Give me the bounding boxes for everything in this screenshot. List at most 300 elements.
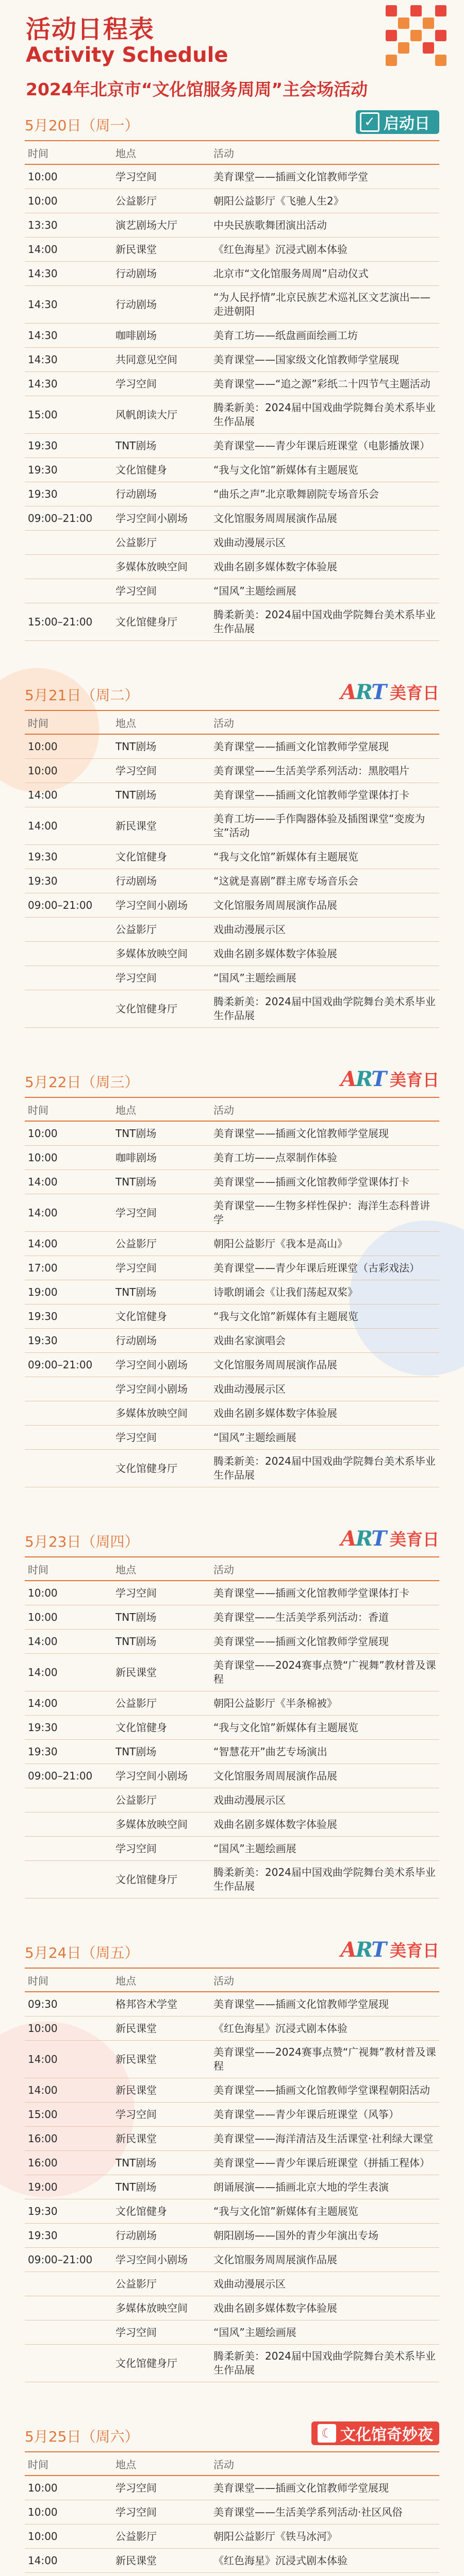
row-location: TNT剧场 xyxy=(115,2180,157,2193)
row-location: 学习空间 xyxy=(115,584,157,597)
row-activity: “曲乐之声”北京歌舞剧院专场音乐会 xyxy=(213,487,379,500)
row-time: 14:00 xyxy=(28,1237,58,1250)
kickoff-badge xyxy=(356,110,439,134)
art-badge xyxy=(341,1067,439,1091)
row-time xyxy=(25,1464,112,1473)
row-location: 公益影厅 xyxy=(115,923,157,936)
row-time: 19:30 xyxy=(28,1310,58,1323)
page-subtitle: 2024年北京市“文化馆服务周周”主会场活动 xyxy=(26,79,368,99)
section-spacer xyxy=(25,1487,439,1524)
table-row xyxy=(25,2016,439,2041)
column-headers xyxy=(25,1969,439,1992)
row-activity: 戏曲名剧多媒体数字体验展 xyxy=(213,1406,337,1419)
table-row xyxy=(25,1812,439,1837)
row-location: 学习空间 xyxy=(115,1586,157,1599)
row-time: 14:00 xyxy=(28,243,58,256)
table-row xyxy=(25,845,439,869)
table-row xyxy=(25,555,439,579)
day-section xyxy=(25,1936,439,2419)
day-section xyxy=(25,2419,439,2576)
badge-label: 美育日 xyxy=(389,1530,439,1549)
row-time: 14:00 xyxy=(28,1666,58,1679)
row-activity: 戏曲名剧多媒体数字体验展 xyxy=(213,947,337,960)
table-row xyxy=(25,1861,439,1899)
row-location: 多媒体放映空间 xyxy=(115,560,188,573)
table-row xyxy=(25,942,439,966)
row-location: 文化馆健身 xyxy=(115,1310,167,1323)
row-time: 09:30 xyxy=(28,1997,58,2010)
row-activity: “国风”主题绘画展 xyxy=(213,1431,296,1444)
row-activity: “国风”主题绘画展 xyxy=(213,1842,296,1855)
column-header-time: 时间 xyxy=(28,1974,48,1987)
table-row xyxy=(25,506,439,531)
row-time: 14:00 xyxy=(28,1697,58,1709)
row-activity: 戏曲名家演唱会 xyxy=(213,1334,286,1347)
row-location: 多媒体放映空间 xyxy=(115,1406,188,1419)
row-location: 学习空间 xyxy=(115,2481,157,2494)
row-time xyxy=(25,1795,112,1805)
column-header-activity: 活动 xyxy=(213,2458,234,2471)
row-location: 学习空间小剧场 xyxy=(115,512,188,524)
row-time: 10:00 xyxy=(28,764,58,777)
row-activity: 美育课堂——生活美学系列活动·社区风俗 xyxy=(213,2505,403,2518)
row-activity: 美育工坊——手作陶器体验及插图课堂“变废为宝”活动 xyxy=(213,812,425,839)
row-time xyxy=(25,2328,112,2337)
row-location: 学习空间小剧场 xyxy=(115,1358,188,1371)
row-activity: 《红色海星》沉浸式剧本体验 xyxy=(213,243,347,256)
section-spacer xyxy=(25,641,439,678)
row-activity: 美育课堂——插画文化馆教师学堂课体打卡 xyxy=(213,1175,409,1188)
row-location: 学习空间 xyxy=(115,170,157,183)
row-location: 学习空间 xyxy=(115,2505,157,2518)
row-activity: “这就是喜剧”群主席专场音乐会 xyxy=(213,874,358,887)
table-row xyxy=(25,1740,439,1764)
row-location: 新民课堂 xyxy=(115,819,157,832)
row-time: 17:00 xyxy=(28,1261,58,1274)
row-location: 咖啡剧场 xyxy=(115,329,157,342)
art-badge xyxy=(341,1527,439,1550)
row-location: TNT剧场 xyxy=(115,439,157,452)
table-row xyxy=(25,603,439,641)
table-row xyxy=(25,1764,439,1788)
row-activity: 美育课堂——青少年课后班课堂（风筝） xyxy=(213,2108,399,2121)
schedule-days xyxy=(0,108,464,2576)
row-activity: 美育课堂——插画文化馆教师学堂展现 xyxy=(213,2481,389,2494)
row-location: 新民课堂 xyxy=(115,2132,157,2145)
row-time: 14:00 xyxy=(28,1175,58,1188)
day-header xyxy=(25,1936,439,1969)
day-header xyxy=(25,2419,439,2452)
row-location: 学习空间 xyxy=(115,377,157,390)
row-time: 14:00 xyxy=(28,2053,58,2065)
table-row xyxy=(25,2248,439,2272)
row-time xyxy=(25,1004,112,1013)
table-row xyxy=(25,918,439,942)
brand-logo-icon xyxy=(386,5,446,66)
row-activity: 戏曲动漫展示区 xyxy=(213,536,286,549)
section-spacer xyxy=(25,1028,439,1065)
table-row xyxy=(25,1146,439,1170)
table-row xyxy=(25,990,439,1028)
row-time: 09:00–21:00 xyxy=(28,899,93,911)
row-location: 公益影厅 xyxy=(115,2277,157,2290)
row-location xyxy=(112,2573,210,2576)
row-location: 公益影厅 xyxy=(115,1697,157,1709)
row-location: TNT剧场 xyxy=(115,1635,157,1648)
table-row xyxy=(25,2524,439,2549)
row-time: 10:00 xyxy=(28,1586,58,1599)
row-activity: 腾柔新美：2024届中国戏曲学院舞台美术系毕业生作品展 xyxy=(213,2350,436,2376)
row-location: TNT剧场 xyxy=(115,1745,157,1758)
row-location: 共同意见空间 xyxy=(115,353,177,366)
row-activity: 戏曲名剧多媒体数字体验展 xyxy=(213,560,337,573)
row-location: 学习空间 xyxy=(115,764,157,777)
row-location: 公益影厅 xyxy=(115,1793,157,1806)
row-time xyxy=(25,1844,112,1853)
page-title-en: Activity Schedule xyxy=(26,43,228,67)
table-row xyxy=(25,1170,439,1194)
row-location: 学习空间 xyxy=(115,2326,157,2338)
row-activity: 朝阳公益影厅《铁马冰河》 xyxy=(213,2530,337,2543)
column-header-time: 时间 xyxy=(28,147,48,160)
row-activity: 美育课堂——青少年课后班课堂（电影播放课） xyxy=(213,439,430,452)
row-location: 多媒体放映空间 xyxy=(115,2301,188,2314)
row-time xyxy=(25,562,112,571)
row-time: 19:30 xyxy=(28,874,58,887)
row-location: 行动剧场 xyxy=(115,874,157,887)
table-row xyxy=(25,1716,439,1740)
row-activity: “我与文化馆”新媒体有主题展览 xyxy=(213,850,358,863)
row-activity: 朝阳剧场——国外的青少年演出专场 xyxy=(213,2229,378,2242)
row-time: 19:30 xyxy=(28,1334,58,1347)
row-location: 文化馆健身厅 xyxy=(115,1462,177,1475)
row-time: 19:30 xyxy=(28,850,58,863)
row-time: 19:30 xyxy=(28,1721,58,1734)
table-row xyxy=(25,2296,439,2320)
row-location: TNT剧场 xyxy=(115,788,157,801)
row-location: 咖啡剧场 xyxy=(115,1151,157,1164)
badge-label: 美育日 xyxy=(389,1070,439,1090)
table-row xyxy=(25,1280,439,1304)
row-activity: 腾柔新美：2024届中国戏曲学院舞台美术系毕业生作品展 xyxy=(213,608,436,635)
row-activity: 文化馆服务周周展演作品展 xyxy=(213,899,337,911)
row-time: 10:00 xyxy=(28,194,58,207)
table-row xyxy=(25,1630,439,1654)
column-header-location: 地点 xyxy=(115,717,136,730)
row-time xyxy=(25,925,112,934)
column-headers xyxy=(25,1557,439,1581)
day-header xyxy=(25,1524,439,1557)
table-row xyxy=(25,213,439,238)
table-row xyxy=(25,2224,439,2248)
column-header-activity: 活动 xyxy=(213,717,234,730)
row-time: 14:00 xyxy=(28,819,58,832)
row-location: 文化馆健身厅 xyxy=(115,2357,177,2369)
row-time xyxy=(25,538,112,547)
row-time: 14:00 xyxy=(28,1206,58,1219)
day-header xyxy=(25,108,439,141)
row-time: 10:00 xyxy=(28,1127,58,1140)
row-time: 19:00 xyxy=(28,2180,58,2193)
row-location: 文化馆健身 xyxy=(115,463,167,476)
column-header-activity: 活动 xyxy=(213,1974,234,1987)
row-location: TNT剧场 xyxy=(115,1285,157,1298)
table-row xyxy=(25,262,439,286)
day-date: 5月25日（周六） xyxy=(25,2428,139,2445)
table-row xyxy=(25,324,439,348)
column-header-location: 地点 xyxy=(115,2458,136,2471)
table-row xyxy=(25,1232,439,1256)
row-activity: 文化馆服务周周展演作品展 xyxy=(213,2253,337,2266)
row-activity: 戏曲动漫展示区 xyxy=(213,923,286,936)
row-location: 学习空间 xyxy=(115,971,157,984)
row-activity: 美育课堂——插画文化馆教师学堂 xyxy=(213,170,368,183)
row-activity: 美育课堂——青少年课后班课堂（古彩戏法） xyxy=(213,1261,420,1274)
row-time: 10:00 xyxy=(28,2530,58,2543)
row-time xyxy=(25,1384,112,1394)
row-location: 学习空间 xyxy=(115,1431,157,1444)
row-time: 10:00 xyxy=(28,2481,58,2494)
row-activity xyxy=(210,2573,439,2576)
row-time: 09:00–21:00 xyxy=(28,512,93,524)
row-time xyxy=(25,2303,112,2313)
row-location: 文化馆健身 xyxy=(115,2205,167,2217)
table-row xyxy=(25,348,439,372)
row-location: 学习空间小剧场 xyxy=(115,1769,188,1782)
column-headers xyxy=(25,141,439,165)
row-location: 学习空间 xyxy=(115,1206,157,1219)
table-row xyxy=(25,2573,439,2576)
art-logo-icon: ART xyxy=(340,680,386,704)
table-row xyxy=(25,1194,439,1232)
row-activity: “国风”主题绘画展 xyxy=(213,2326,296,2338)
column-header-time: 时间 xyxy=(28,1563,48,1576)
row-activity: 美育工坊——点翠制作体验 xyxy=(213,1151,337,1164)
row-time: 15:00 xyxy=(28,2108,58,2121)
row-activity: 美育课堂——青少年课后班课堂（拼插工程体） xyxy=(213,2156,430,2169)
row-location: 行动剧场 xyxy=(115,1334,157,1347)
row-time: 19:30 xyxy=(28,2229,58,2242)
table-row xyxy=(25,1401,439,1426)
row-time: 19:30 xyxy=(28,1745,58,1758)
row-time: 14:00 xyxy=(28,2083,58,2096)
column-header-location: 地点 xyxy=(115,1974,136,1987)
row-activity: 美育课堂——插画文化馆教师学堂课体打卡 xyxy=(213,1586,409,1599)
row-location: 新民课堂 xyxy=(115,2053,157,2065)
row-time: 10:00 xyxy=(28,1611,58,1623)
row-location: 学习空间 xyxy=(115,1261,157,1274)
column-header-time: 时间 xyxy=(28,2458,48,2471)
row-time xyxy=(25,1875,112,1884)
row-activity: 美育课堂——2024赛事点赞“广视舞”教材普及课程 xyxy=(213,2046,436,2072)
row-activity: 美育课堂——生活美学系列活动：黑胶唱片 xyxy=(213,764,409,777)
column-header-activity: 活动 xyxy=(213,1104,234,1116)
table-row xyxy=(25,1581,439,1605)
row-time xyxy=(25,2279,112,2289)
column-header-location: 地点 xyxy=(115,1104,136,1116)
row-time xyxy=(25,2573,112,2576)
row-location: 公益影厅 xyxy=(115,194,157,207)
table-row xyxy=(25,396,439,434)
table-row xyxy=(25,1788,439,1812)
row-activity: 《红色海星》沉浸式剧本体验 xyxy=(213,2554,347,2567)
row-activity: 美育课堂——插画文化馆教师学堂展现 xyxy=(213,1635,389,1648)
row-activity: 美育工坊——纸盘画面绘画工坊 xyxy=(213,329,358,342)
row-location: 新民课堂 xyxy=(115,1666,157,1679)
table-row xyxy=(25,579,439,603)
row-location: 学习空间小剧场 xyxy=(115,2253,188,2266)
row-time: 10:00 xyxy=(28,1151,58,1164)
row-location: 文化馆健身厅 xyxy=(115,1002,177,1015)
column-headers xyxy=(25,1098,439,1122)
row-activity: 腾柔新美：2024届中国戏曲学院舞台美术系毕业生作品展 xyxy=(213,1866,436,1892)
table-row xyxy=(25,2476,439,2500)
row-time: 14:30 xyxy=(28,267,58,280)
table-row xyxy=(25,2127,439,2151)
badge-label: 美育日 xyxy=(389,683,439,703)
row-location: 新民课堂 xyxy=(115,2022,157,2035)
art-badge xyxy=(341,680,439,704)
row-location: 文化馆健身 xyxy=(115,1721,167,1734)
row-time: 09:00–21:00 xyxy=(28,1358,93,1371)
row-activity: “国风”主题绘画展 xyxy=(213,971,296,984)
row-time: 10:00 xyxy=(28,170,58,183)
day-date: 5月21日（周二） xyxy=(25,687,139,704)
row-time: 10:00 xyxy=(28,740,58,753)
table-row xyxy=(25,2041,439,2078)
table-row xyxy=(25,1377,439,1401)
table-row xyxy=(25,1426,439,1450)
row-activity: 文化馆服务周周展演作品展 xyxy=(213,1769,337,1782)
row-location: 风帆朗读大厅 xyxy=(115,408,177,421)
row-activity: “我与文化馆”新媒体有主题展览 xyxy=(213,463,358,476)
row-time xyxy=(25,1433,112,1442)
day-date: 5月24日（周五） xyxy=(25,1944,139,1961)
row-location: 格邦咨术学堂 xyxy=(115,1997,177,2010)
row-activity: 美育课堂——海洋清洁及生活课堂·社利绿大课堂 xyxy=(213,2132,434,2145)
row-location: 学习空间小剧场 xyxy=(115,1382,188,1395)
table-row xyxy=(25,2199,439,2224)
table-row xyxy=(25,1256,439,1280)
column-header-activity: 活动 xyxy=(213,1563,234,1576)
day-date: 5月23日（周四） xyxy=(25,1533,139,1550)
row-activity: “我与文化馆”新媒体有主题展览 xyxy=(213,1721,358,1734)
day-section xyxy=(25,108,439,678)
art-logo-icon: ART xyxy=(340,1526,386,1551)
table-row xyxy=(25,1992,439,2016)
page-header xyxy=(0,0,464,108)
row-time: 14:30 xyxy=(28,377,58,390)
row-location: TNT剧场 xyxy=(115,1127,157,1140)
row-activity: 美育课堂——生物多样性保护：海洋生态科普讲学 xyxy=(213,1199,430,1226)
table-row xyxy=(25,434,439,458)
row-activity: “为人民抒情”北京民族艺术巡礼区文艺演出——走进朝阳 xyxy=(213,291,430,317)
row-activity: 腾柔新美：2024届中国戏曲学院舞台美术系毕业生作品展 xyxy=(213,995,436,1022)
row-activity: 美育课堂——插画文化馆教师学堂课体打卡 xyxy=(213,788,409,801)
row-time: 14:00 xyxy=(28,1635,58,1648)
table-row xyxy=(25,1304,439,1329)
table-row xyxy=(25,286,439,324)
column-header-time: 时间 xyxy=(28,1104,48,1116)
table-row xyxy=(25,783,439,807)
art-logo-icon: ART xyxy=(340,1066,386,1091)
row-location: 公益影厅 xyxy=(115,2530,157,2543)
table-row xyxy=(25,966,439,990)
table-row xyxy=(25,1450,439,1487)
row-time xyxy=(25,2359,112,2368)
row-activity: 朝阳公益影厅《飞驰人生2》 xyxy=(213,194,344,207)
row-time: 14:30 xyxy=(28,329,58,342)
row-activity: 戏曲动漫展示区 xyxy=(213,2277,286,2290)
row-activity: 美育课堂——插画文化馆教师学堂课程朝阳活动 xyxy=(213,2083,430,2096)
table-row xyxy=(25,1837,439,1861)
column-header-time: 时间 xyxy=(28,717,48,730)
row-location: 新民课堂 xyxy=(115,2554,157,2567)
row-location: 文化馆健身 xyxy=(115,850,167,863)
day-date: 5月20日（周一） xyxy=(25,117,139,134)
night-badge xyxy=(311,2421,439,2445)
badge-label: 文化馆奇妙夜 xyxy=(340,2426,433,2444)
table-row xyxy=(25,165,439,189)
row-location: 新民课堂 xyxy=(115,2083,157,2096)
row-location: 行动剧场 xyxy=(115,267,157,280)
day-section xyxy=(25,1524,439,1936)
row-time: 09:00–21:00 xyxy=(28,2253,93,2266)
row-activity: 诗歌朗诵会《让我们荡起双桨》 xyxy=(213,1285,358,1298)
row-time xyxy=(25,1820,112,1829)
table-row xyxy=(25,1691,439,1716)
row-location: 行动剧场 xyxy=(115,298,157,311)
row-activity: 腾柔新美：2024届中国戏曲学院舞台美术系毕业生作品展 xyxy=(213,401,436,428)
row-activity: 美育课堂——插画文化馆教师学堂展现 xyxy=(213,740,389,753)
row-time: 14:00 xyxy=(28,2554,58,2567)
row-time: 16:00 xyxy=(28,2132,58,2145)
row-location: 多媒体放映空间 xyxy=(115,947,188,960)
art-badge xyxy=(341,1938,439,1961)
row-time: 16:00 xyxy=(28,2156,58,2169)
row-activity: “我与文化馆”新媒体有主题展览 xyxy=(213,1310,358,1323)
row-time: 19:30 xyxy=(28,487,58,500)
row-activity: 戏曲动漫展示区 xyxy=(213,1382,286,1395)
row-time: 15:00–21:00 xyxy=(28,615,93,628)
table-row xyxy=(25,1353,439,1377)
row-time: 19:30 xyxy=(28,463,58,476)
row-time xyxy=(25,586,112,596)
row-activity: 戏曲名剧多媒体数字体验展 xyxy=(213,1818,337,1831)
table-row xyxy=(25,2151,439,2175)
row-location: TNT剧场 xyxy=(115,740,157,753)
row-location: 文化馆健身厅 xyxy=(115,615,177,628)
day-section xyxy=(25,1065,439,1524)
column-header-location: 地点 xyxy=(115,1563,136,1576)
row-activity: 戏曲名剧多媒体数字体验展 xyxy=(213,2301,337,2314)
table-row xyxy=(25,531,439,555)
row-activity: 文化馆服务周周展演作品展 xyxy=(213,1358,337,1371)
table-row xyxy=(25,2500,439,2524)
column-headers xyxy=(25,711,439,735)
row-location: 新民课堂 xyxy=(115,243,157,256)
table-row xyxy=(25,458,439,482)
row-location: 学习空间小剧场 xyxy=(115,899,188,911)
row-activity: 美育课堂——生活美学系列活动：香道 xyxy=(213,1611,389,1623)
row-location: 公益影厅 xyxy=(115,1237,157,1250)
row-activity: “智慧花开”曲艺专场演出 xyxy=(213,1745,327,1758)
table-row xyxy=(25,1122,439,1146)
column-header-location: 地点 xyxy=(115,147,136,160)
row-activity: 中央民族歌舞团演出活动 xyxy=(213,218,327,231)
row-activity: 朗诵展演——插画北京大地的学生表演 xyxy=(213,2180,389,2193)
row-activity: 文化馆服务周周展演作品展 xyxy=(213,512,337,524)
